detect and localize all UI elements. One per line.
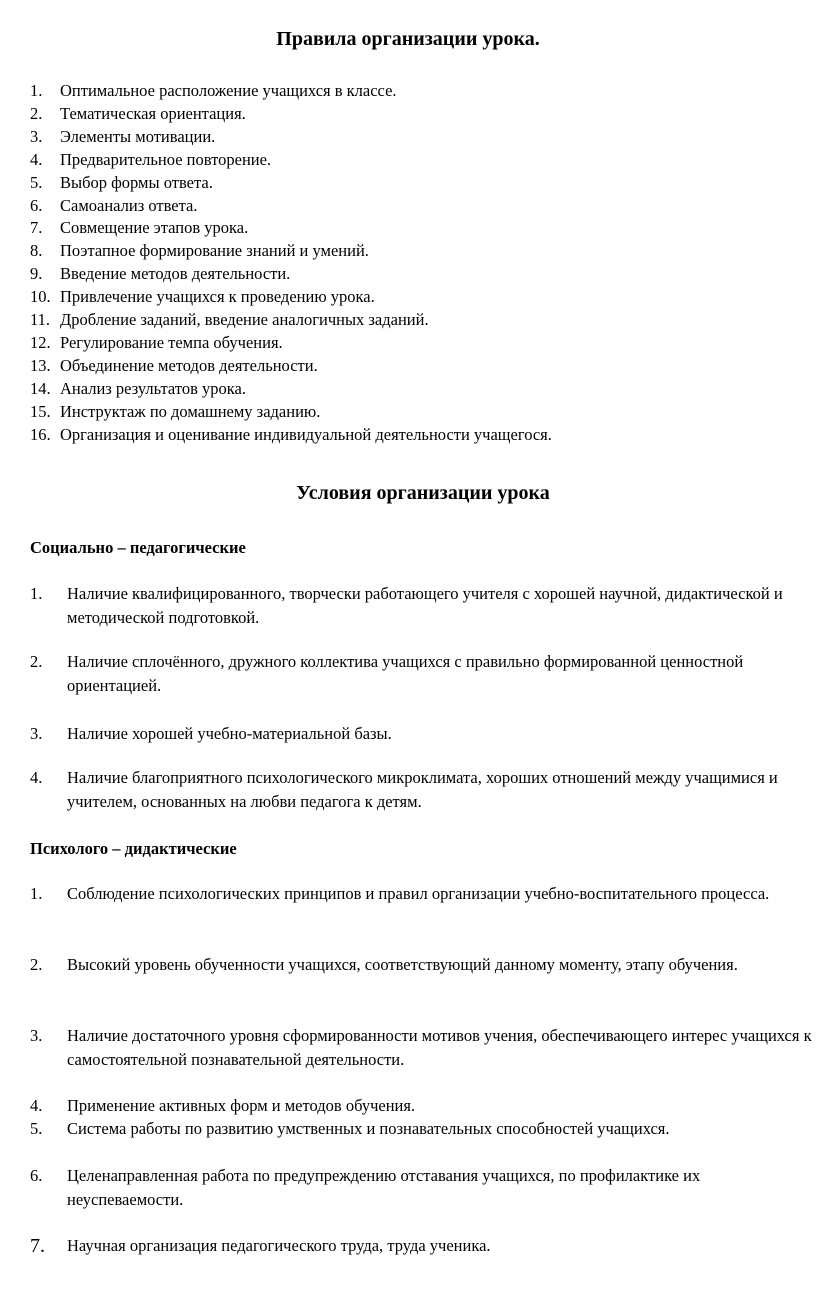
item-text: Оптимальное расположение учащихся в классе. (60, 81, 397, 100)
item-number: 15. (30, 401, 51, 421)
item-text: Элементы мотивации. (60, 126, 216, 146)
list-item (30, 126, 810, 149)
item-text: Система работы по развитию умственных и познавательных способностей учащихся. (67, 1119, 670, 1138)
item-text: Тематическая ориентация. (60, 103, 246, 123)
item-text: Наличие хорошей учебно-материальной базы. (67, 724, 392, 743)
list-item (30, 1117, 816, 1141)
item-number: 9. (30, 264, 43, 284)
subsection-heading: Социально – педагогические (30, 538, 246, 557)
list-item (30, 650, 816, 698)
list-item (30, 332, 810, 355)
item-number: 14. (30, 378, 51, 398)
item-text: Инструктаж по домашнему заданию. (60, 401, 321, 421)
section-title: Условия организации урока (296, 482, 550, 504)
list-item (30, 80, 810, 103)
item-number: 13. (30, 355, 51, 375)
list-item (30, 263, 810, 286)
item-text: Регулирование темпа обучения. (60, 332, 283, 352)
item-number: 1. (30, 584, 43, 603)
list-item (30, 766, 816, 814)
list-item (30, 309, 810, 332)
item-number: 6. (30, 195, 43, 215)
item-text: Организация и оценивание индивидуальной деятельности учащегося. (60, 424, 552, 444)
rules-list (30, 80, 810, 447)
list-item (30, 401, 810, 424)
list-item (30, 424, 810, 447)
item-text: Предварительное повторение. (60, 149, 272, 169)
item-number: 2. (30, 103, 43, 123)
list-item (30, 1164, 816, 1212)
list-item (30, 217, 810, 240)
item-text: Самоанализ ответа. (60, 195, 198, 215)
page-title: Правила организации урока. (276, 28, 540, 50)
item-number: 7. (30, 1235, 45, 1257)
item-number: 3. (30, 1026, 43, 1045)
list-item (30, 1024, 816, 1072)
item-number: 7. (30, 218, 43, 238)
item-number: 1. (30, 81, 43, 100)
list-item (30, 1234, 816, 1258)
item-text: Выбор формы ответа. (60, 172, 213, 192)
subsection-heading: Психолого – дидактические (30, 839, 237, 858)
item-text: Поэтапное формирование знаний и умений. (60, 241, 369, 261)
item-text: Наличие достаточного уровня сформированности мотивов учения, обеспечивающего интерес учащихся к самостоятельной познавательной деятельности. (67, 1026, 812, 1069)
list-item (30, 582, 816, 630)
item-text: Объединение методов деятельности. (60, 355, 318, 375)
item-text: Анализ результатов урока. (60, 378, 246, 398)
item-number: 10. (30, 287, 51, 307)
list-item (30, 172, 810, 195)
item-text: Совмещение этапов урока. (60, 218, 249, 238)
list-item (30, 355, 810, 378)
list-item (30, 378, 810, 401)
item-number: 11. (30, 310, 51, 330)
item-number: 2. (30, 652, 43, 671)
item-number: 5. (30, 172, 43, 192)
list-item (30, 286, 810, 309)
item-text: Введение методов деятельности. (60, 264, 291, 284)
item-number: 4. (30, 149, 43, 169)
item-number: 16. (30, 424, 51, 444)
item-text: Привлечение учащихся к проведению урока. (60, 287, 375, 307)
list-item (30, 240, 810, 263)
item-number: 8. (30, 241, 43, 261)
item-number: 3. (30, 126, 43, 146)
list-item (30, 722, 816, 746)
list-item (30, 882, 816, 906)
list-item (30, 1094, 816, 1118)
item-text: Наличие благоприятного психологического микроклимата, хороших отношений между учащимися и учителем, основанных на любви педагога к детям. (67, 768, 778, 811)
item-text: Соблюдение психологических принципов и правил организации учебно-воспитательного процесса. (67, 884, 770, 903)
list-item (30, 953, 816, 977)
item-text: Дробление заданий, введение аналогичных заданий. (60, 310, 429, 330)
item-text: Научная организация педагогического труда, труда ученика. (67, 1236, 491, 1255)
list-item (30, 103, 810, 126)
item-number: 6. (30, 1166, 43, 1185)
item-number: 12. (30, 332, 51, 352)
item-number: 4. (30, 1096, 43, 1115)
item-text: Высокий уровень обученности учащихся, соответствующий данному моменту, этапу обучения. (67, 955, 738, 974)
item-text: Применение активных форм и методов обучения. (67, 1096, 416, 1115)
item-text: Наличие квалифицированного, творчески работающего учителя с хорошей научной, дидактической и методической подготовкой. (67, 584, 783, 627)
list-item (30, 195, 810, 218)
item-number: 5. (30, 1119, 43, 1138)
item-number: 3. (30, 724, 43, 743)
item-text: Целенаправленная работа по предупреждению отставания учащихся, по профилактике их неуспеваемости. (67, 1166, 701, 1209)
item-number: 4. (30, 768, 43, 787)
item-number: 1. (30, 884, 43, 903)
item-number: 2. (30, 955, 43, 974)
list-item (30, 149, 810, 172)
item-text: Наличие сплочённого, дружного коллектива учащихся с правильно формированной ценностной ориентацией. (67, 652, 744, 695)
